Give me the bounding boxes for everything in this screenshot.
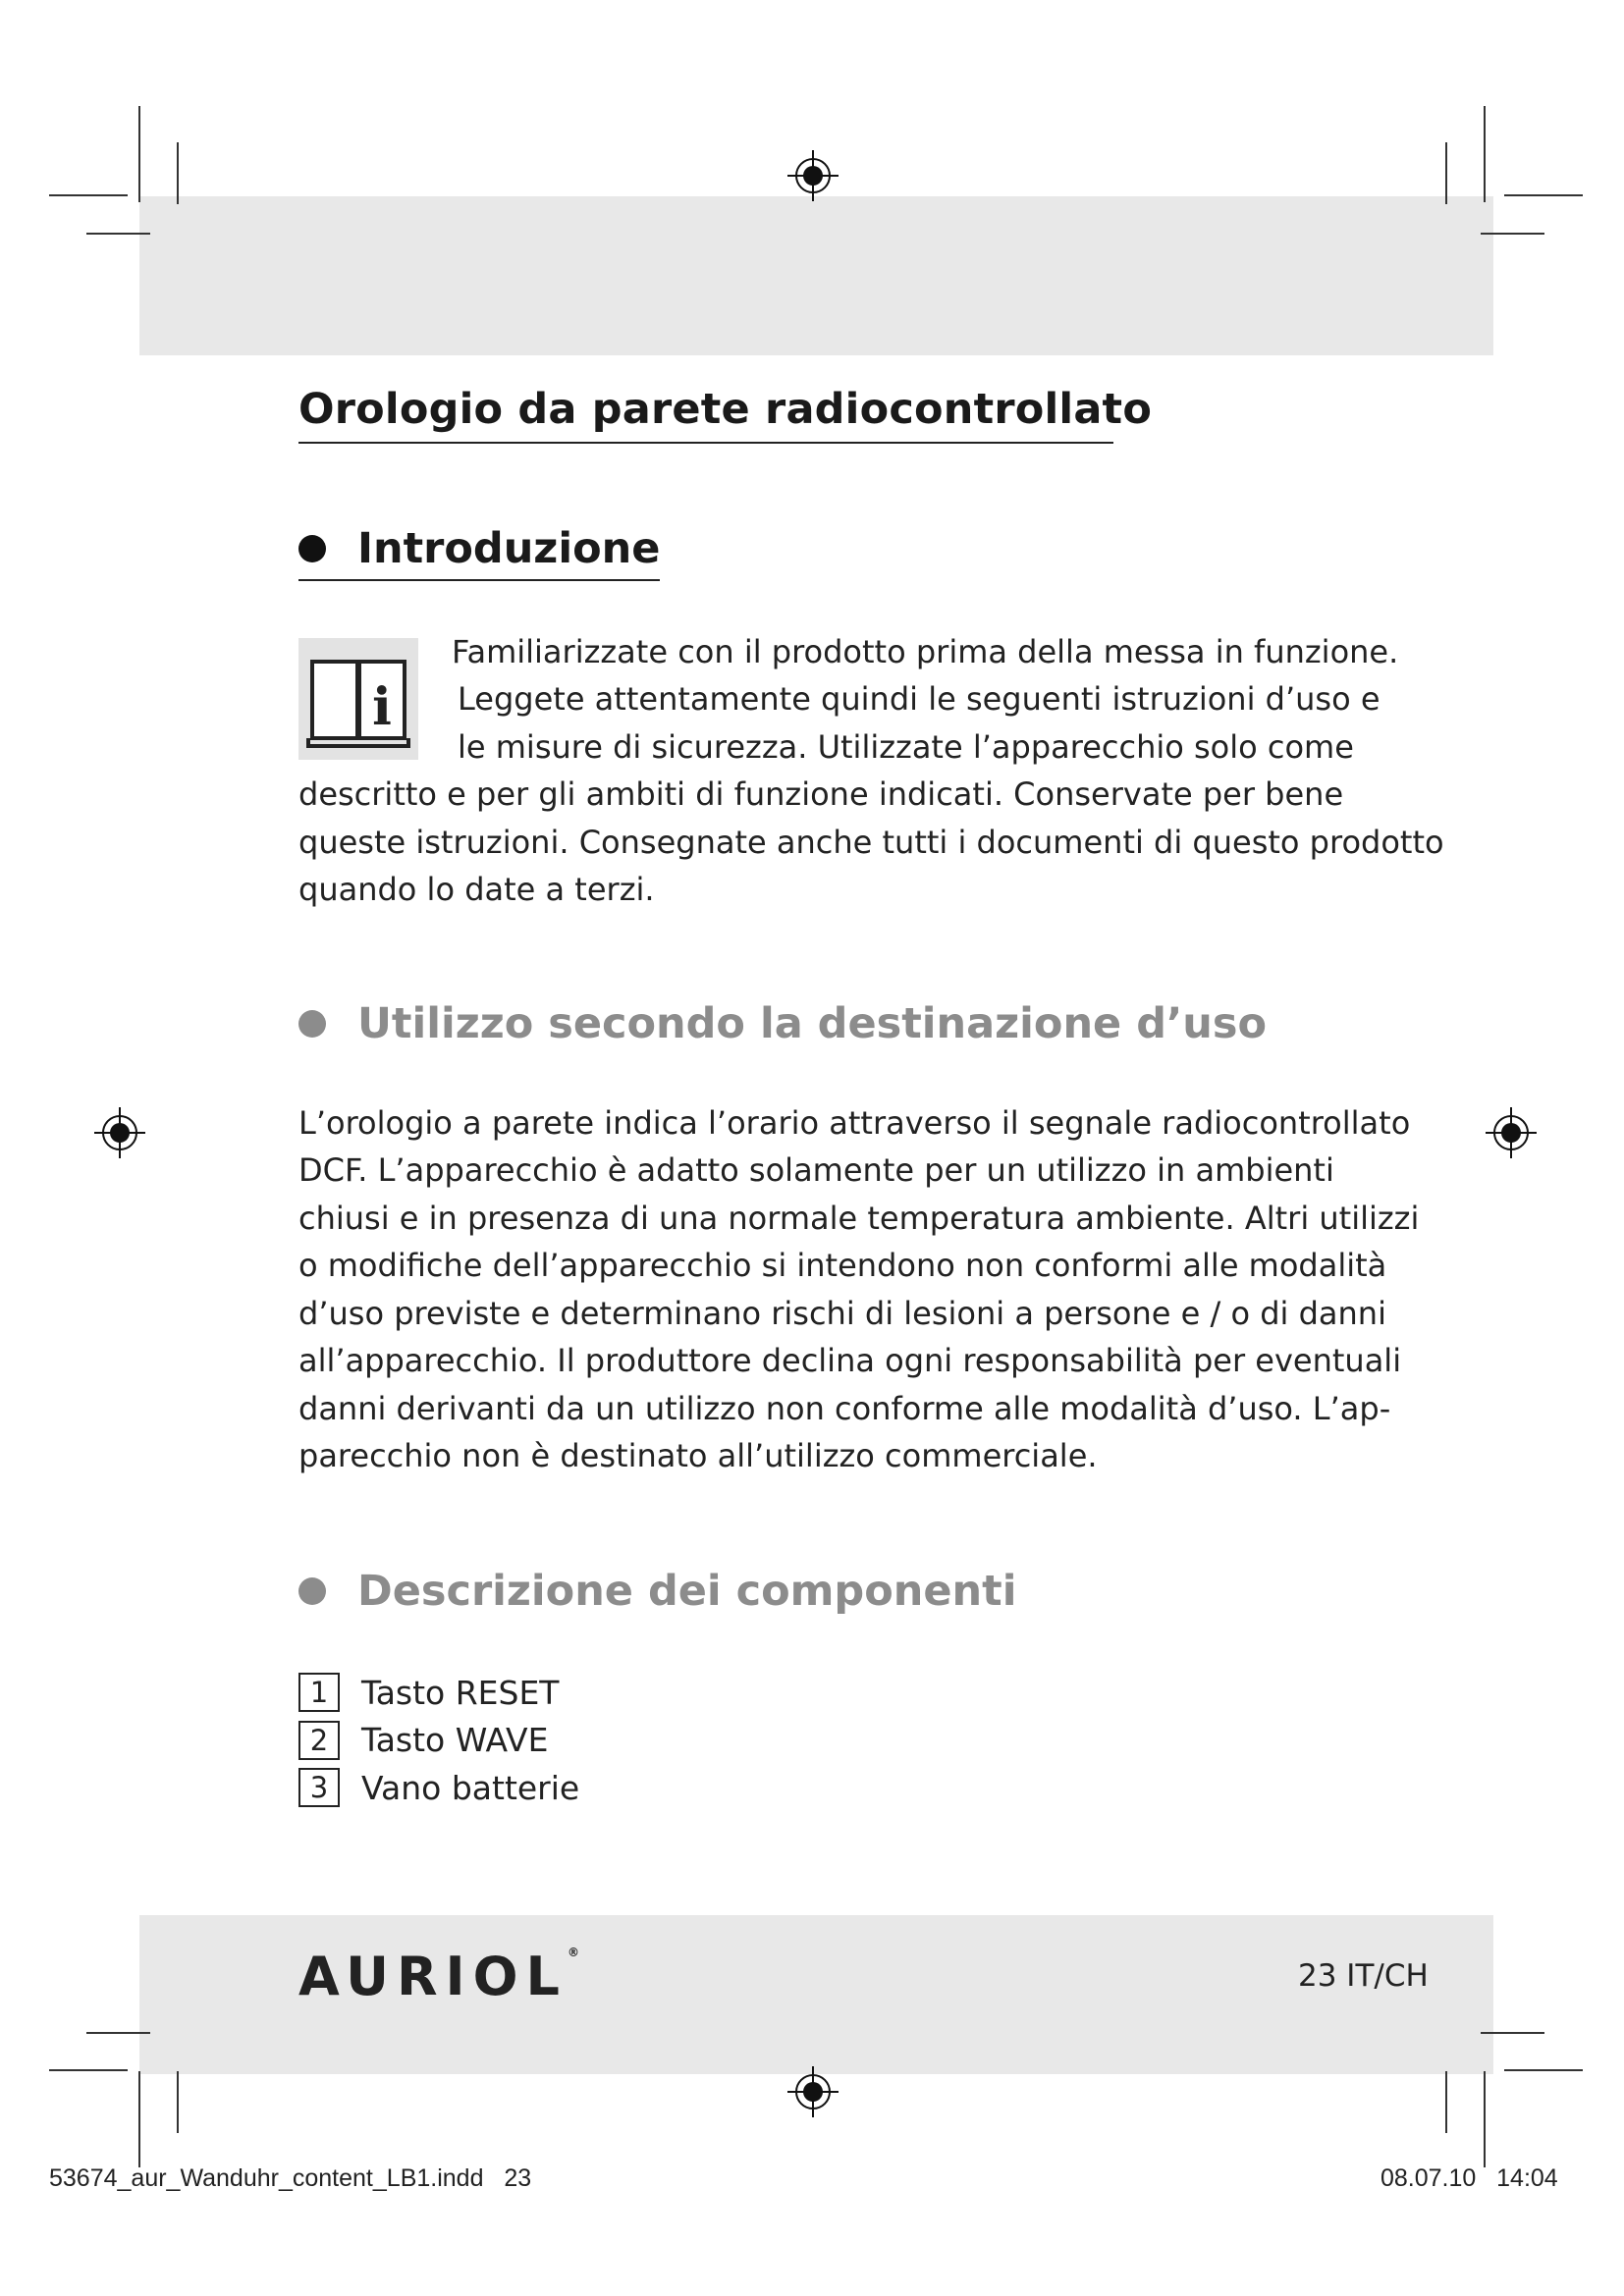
section-heading-label: Utilizzo secondo la destinazione d’uso	[357, 999, 1268, 1048]
section-heading-components	[298, 1567, 1016, 1616]
registration-mark-icon	[1486, 1107, 1537, 1158]
bullet-icon	[298, 1010, 326, 1038]
intro-line: descritto e per gli ambiti di funzione indicati. Conservate per bene	[298, 775, 1344, 813]
usage-line: parecchio non è destinato all’utilizzo commerciale.	[298, 1437, 1098, 1474]
list-item	[298, 1764, 579, 1812]
bullet-icon	[298, 535, 326, 562]
slug-filename: 53674_aur_Wanduhr_content_LB1.indd 23	[49, 2164, 532, 2192]
component-label: Tasto WAVE	[361, 1721, 549, 1760]
section-heading-label: Introduzione	[357, 524, 661, 573]
bullet-icon	[298, 1577, 326, 1605]
page-title: Orologio da parete radiocontrollato	[298, 385, 1113, 444]
usage-line: chiusi e in presenza di una normale temperatura ambiente. Altri utilizzi	[298, 1200, 1420, 1237]
list-item	[298, 1669, 579, 1717]
usage-line: d’uso previste e determinano rischi di lesioni a persone e / o di danni	[298, 1295, 1386, 1332]
page-number: 23 IT/CH	[1298, 1958, 1429, 1994]
registration-mark-icon	[787, 2066, 839, 2117]
brand-logo	[298, 1946, 579, 2007]
component-label: Vano batterie	[361, 1768, 580, 1807]
header-band	[139, 196, 1493, 355]
slug-datetime: 08.07.10 14:04	[1380, 2164, 1558, 2192]
intro-line: queste istruzioni. Consegnate anche tutti i documenti di questo prodotto	[298, 824, 1444, 861]
svg-text:i: i	[372, 677, 392, 737]
usage-line: danni derivanti da un utilizzo non conforme alle modalità d’uso. L’ap-	[298, 1390, 1391, 1427]
registered-mark: ®	[567, 1946, 579, 1959]
usage-line: o modifiche dell’apparecchio si intendono non conformi alle modalità	[298, 1247, 1387, 1284]
brand-name: AURIOL	[298, 1946, 568, 2007]
section-heading-introduction	[298, 524, 660, 581]
component-number: 2	[298, 1721, 340, 1760]
registration-mark-icon	[787, 150, 839, 201]
usage-line: DCF. L’apparecchio è adatto solamente per un utilizzo in ambienti	[298, 1151, 1334, 1189]
intro-line: quando lo date a terzi.	[298, 871, 655, 908]
intro-line: Leggete attentamente quindi le seguenti istruzioni d’uso e	[458, 680, 1380, 718]
usage-line: all’apparecchio. Il produttore declina ogni responsabilità per eventuali	[298, 1342, 1402, 1379]
section-heading-intended-use	[298, 999, 1267, 1048]
registration-mark-icon	[94, 1107, 145, 1158]
list-item	[298, 1717, 579, 1765]
components-list	[298, 1669, 579, 1812]
intro-line: Familiarizzate con il prodotto prima della messa in funzione.	[452, 633, 1399, 670]
component-label: Tasto RESET	[361, 1673, 560, 1712]
section-heading-label: Descrizione dei componenti	[357, 1567, 1017, 1616]
component-number: 1	[298, 1673, 340, 1712]
info-book-icon	[298, 638, 418, 760]
intro-line: le misure di sicurezza. Utilizzate l’apparecchio solo come	[458, 728, 1354, 766]
component-number: 3	[298, 1768, 340, 1807]
usage-line: L’orologio a parete indica l’orario attraverso il segnale radiocontrollato	[298, 1104, 1411, 1142]
